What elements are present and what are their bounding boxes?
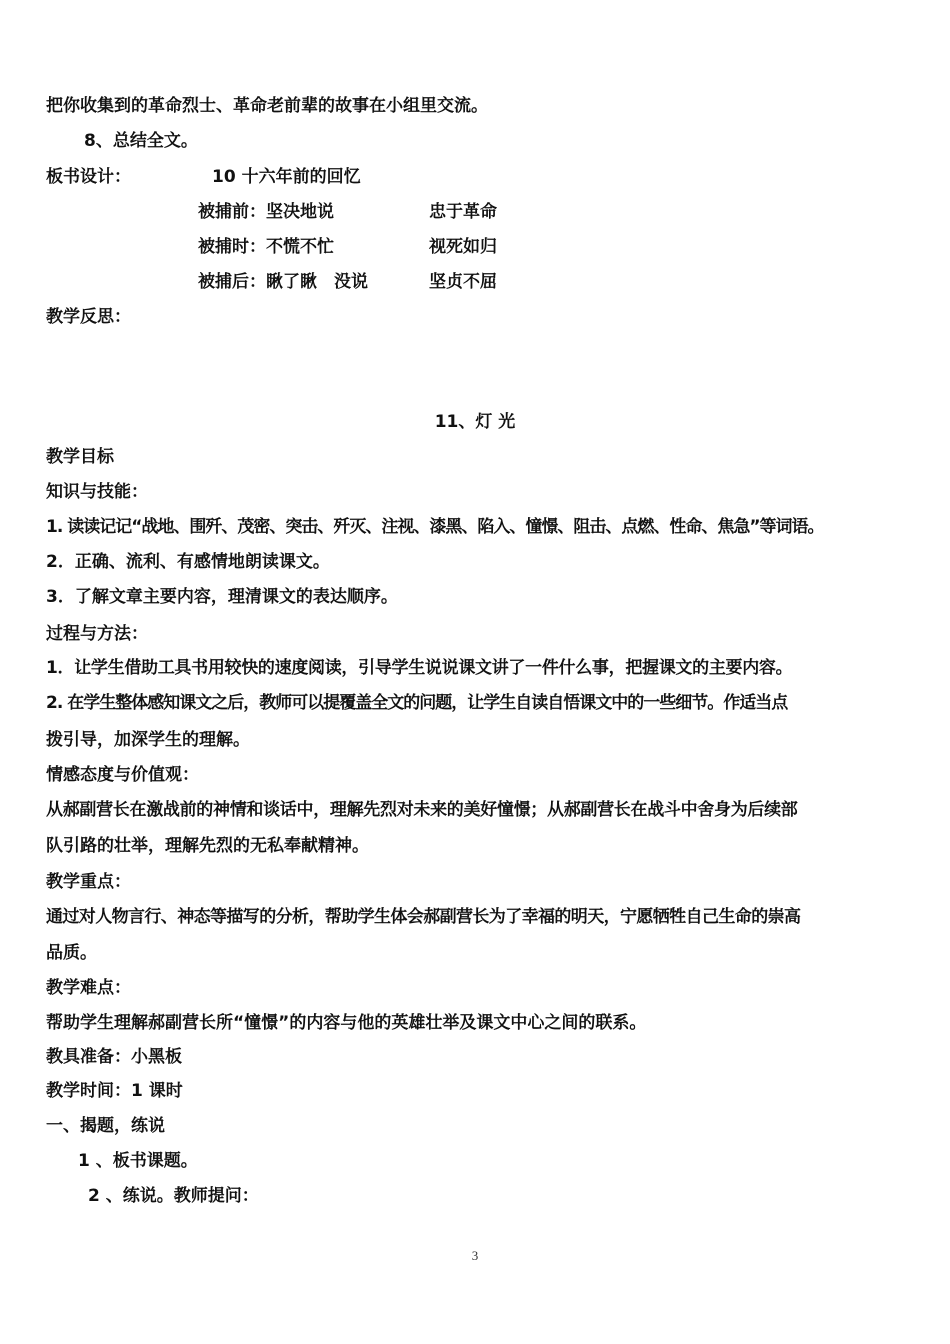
knowledge-heading: 知识与技能： (46, 482, 148, 502)
step-8: 8、总结全文。 (84, 131, 198, 151)
knowledge-item: 3．了解文章主要内容，理清课文的表达顺序。 (46, 587, 398, 607)
key-point-heading: 教学重点： (46, 872, 131, 892)
knowledge-item: 1. 读读记记“战地、围歼、茂密、突击、歼灭、注视、漆黑、陷入、憧憬、阻击、点燃、性命、焦急”等词语。 (46, 517, 824, 537)
emotion-paragraph-continued: 队引路的壮举，理解先烈的无私奉献精神。 (46, 836, 369, 856)
difficulty-heading: 教学难点： (46, 978, 131, 998)
goals-heading: 教学目标 (46, 447, 114, 467)
process-item: 2. 在学生整体感知课文之后，教师可以提覆盖全文的问题，让学生自读自悟课文中的一些细节。作适当点 (46, 693, 788, 713)
board-row-quality: 坚贞不屈 (429, 272, 497, 292)
knowledge-item: 2．正确、流利、有感情地朗读课文。 (46, 552, 330, 572)
page-number: 3 (471, 1248, 479, 1263)
board-row-quality: 视死如归 (429, 237, 497, 257)
teaching-tools: 教具准备：小黑板 (46, 1047, 182, 1067)
board-row-stage: 被捕前：坚决地说 (198, 202, 334, 222)
teaching-reflection-label: 教学反思： (46, 307, 131, 327)
board-design-label: 板书设计： (46, 167, 131, 187)
lesson-title: 11、灯 光 (434, 412, 516, 432)
section-heading: 一、揭题，练说 (46, 1116, 165, 1136)
emotion-paragraph: 从郝副营长在激战前的神情和谈话中，理解先烈对未来的美好憧憬；从郝副营长在战斗中舍身为后续部 (46, 800, 798, 820)
emotion-heading: 情感态度与价值观： (46, 765, 199, 785)
board-row-stage: 被捕时：不慌不忙 (198, 237, 334, 257)
step-2: 2 、练说。教师提问： (88, 1186, 259, 1206)
process-item: 1．让学生借助工具书用较快的速度阅读，引导学生说说课文讲了一件什么事，把握课文的主要内容。 (46, 658, 793, 678)
process-item-continued: 拨引导，加深学生的理解。 (46, 730, 250, 750)
board-row-quality: 忠于革命 (429, 202, 497, 222)
difficulty-paragraph: 帮助学生理解郝副营长所“憧憬”的内容与他的英雄壮举及课文中心之间的联系。 (46, 1013, 647, 1033)
key-point-paragraph-continued: 品质。 (46, 943, 97, 963)
board-row-stage: 被捕后：瞅了瞅 没说 (198, 272, 368, 292)
board-title: 10 十六年前的回忆 (212, 167, 361, 187)
process-heading: 过程与方法： (46, 624, 148, 644)
teaching-time: 教学时间：1 课时 (46, 1081, 183, 1101)
exchange-paragraph: 把你收集到的革命烈士、革命老前辈的故事在小组里交流。 (46, 96, 488, 116)
key-point-paragraph: 通过对人物言行、神态等描写的分析，帮助学生体会郝副营长为了幸福的明天，宁愿牺牲自己生命的崇高 (46, 907, 801, 927)
step-1: 1 、板书课题。 (78, 1151, 198, 1171)
